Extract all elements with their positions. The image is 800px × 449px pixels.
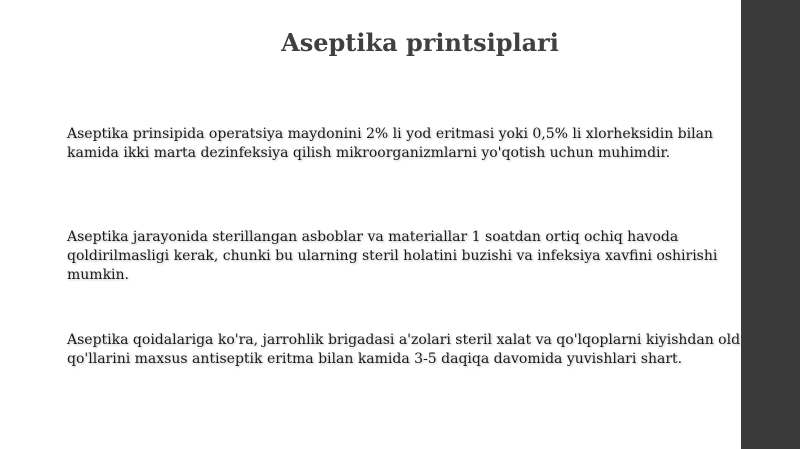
paragraph-3-line-1: Aseptika qoidalariga ko'ra, jarrohlik brigadasi a'zolari steril xalat va qo'lqoplarni kiyishdan old xyxy=(67,332,741,348)
paragraph-2-line-2: qoldirilmasligi kerak, chunki bu ularning steril holatini buzishi va infeksiya xavfini oshirishi xyxy=(67,248,718,264)
paragraph-1-line-2: kamida ikki marta dezinfeksiya qilish mikroorganizmlarni yo'qotish uchun muhimdir. xyxy=(67,145,671,161)
paragraph-2-line-3: mumkin. xyxy=(67,267,129,283)
slide-title: Aseptika printsiplari xyxy=(281,28,559,57)
paragraph-2 xyxy=(67,228,717,285)
paragraph-3-line-2: qo'llarini maxsus antiseptik eritma bilan kamida 3-5 daqiqa davomida yuvishlari shart. xyxy=(67,351,683,367)
paragraph-1-line-1: Aseptika prinsipida operatsiya maydonini 2% li yod eritmasi yoki 0,5% li xlorheksidin bilan xyxy=(67,126,713,142)
paragraph-2-line-1: Aseptika jarayonida sterillangan asboblar va materiallar 1 soatdan ortiq ochiq havoda xyxy=(67,229,679,245)
paragraph-3 xyxy=(67,331,740,369)
right-side-bar xyxy=(741,0,800,449)
paragraph-1 xyxy=(67,125,713,163)
